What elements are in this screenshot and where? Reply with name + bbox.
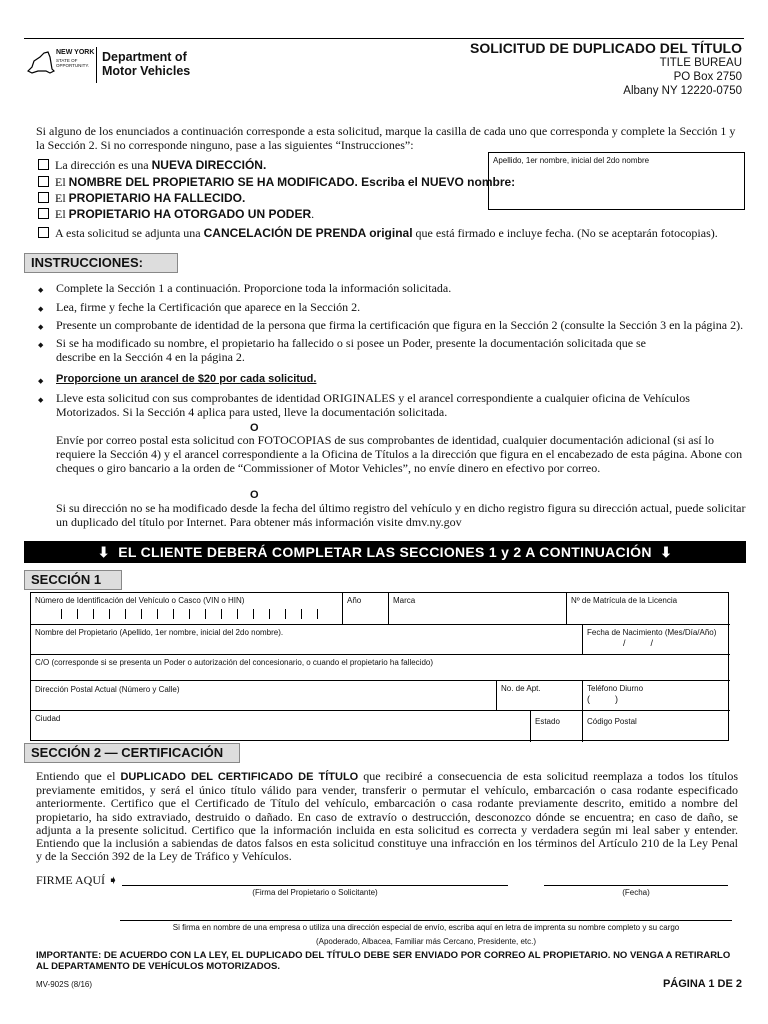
checkbox-box[interactable] xyxy=(38,227,49,238)
instruction-item: ◆ Si se ha modificado su nombre, el propietario ha fallecido o si posee un Poder, presente la documentación solicitada que se describe en la Sección 4 en la página 2. xyxy=(38,336,647,364)
vin-field[interactable]: Número de Identificación del Vehículo o Casco (VIN o HIN) xyxy=(31,593,343,625)
dmv-logo xyxy=(26,47,196,87)
header-block xyxy=(470,40,742,98)
important-notice: IMPORTANTE: DE ACUERDO CON LA LEY, EL DUPLICADO DEL TÍTULO DEBE SER ENVIADO POR CORREO AL PROPIETARIO. NO VENGA A RETIRARLO AL DEPARTAMENTO DE VEHÍCULOS MOTORIZADOS. xyxy=(36,950,731,972)
zip-field[interactable]: Código Postal xyxy=(587,717,637,726)
ny-state-outline-icon xyxy=(26,49,56,77)
intro-text: Si alguno de los enunciados a continuación corresponde a esta solicitud, marque la casilla de cada uno que corresponda y complete la Sección 1 y la Sección 2. Si no corresponde ninguno, pase a las siguientes “Instrucciones”: xyxy=(36,124,736,152)
checkbox-box[interactable] xyxy=(38,176,49,187)
dob-field[interactable]: Fecha de Nacimiento (Mes/Día/Año) / / xyxy=(583,625,730,655)
logo-sub: STATE OF OPPORTUNITY. xyxy=(56,58,90,68)
phone-field[interactable]: Teléfono Diurno ( ) xyxy=(583,681,730,711)
checkbox-new-address[interactable]: La dirección es una NUEVA DIRECCIÓN. xyxy=(38,158,266,173)
form-title: SOLICITUD DE DUPLICADO DEL TÍTULO xyxy=(470,40,742,56)
arrow-down-icon: ⬇ xyxy=(97,544,110,560)
instruction-item: ◆ Presente un comprobante de identidad de la persona que firma la certificación que figura en la Sección 2 (consulte la Sección 3 en la página 2). xyxy=(38,318,744,332)
or-label: O xyxy=(250,422,259,434)
internet-instruction: Si su dirección no se ha modificado desde la fecha del último registro del vehículo y en dicho registro figura su dirección actual, puede solicitar un duplicado del título por Internet. Para obtener más información visite dmv.ny.gov xyxy=(56,501,746,529)
logo-state: NEW YORK xyxy=(56,49,95,56)
pointer-arrow-icon: ➧ xyxy=(108,873,119,887)
city: Albany NY 12220-0750 xyxy=(623,85,742,97)
date-line[interactable] xyxy=(544,885,728,886)
form-number: MV-902S (8/16) xyxy=(36,980,93,989)
logo-divider xyxy=(96,47,97,83)
date-label: (Fecha) xyxy=(622,888,650,897)
page-number: PÁGINA 1 DE 2 xyxy=(662,978,742,990)
city-field[interactable]: Ciudad xyxy=(31,711,531,742)
state-field[interactable]: Estado xyxy=(531,711,583,742)
logo-dept: Department of Motor Vehicles xyxy=(102,50,191,78)
year-field[interactable]: Año xyxy=(343,593,389,625)
section2-heading: SECCIÓN 2 — CERTIFICACIÓN xyxy=(24,743,240,763)
company-name-line[interactable] xyxy=(120,920,732,921)
checkbox-name-changed[interactable]: El NOMBRE DEL PROPIETARIO SE HA MODIFICADO. Escriba el NUEVO nombre: xyxy=(38,175,515,190)
company-note: Si firma en nombre de una empresa o utiliza una dirección especial de envío, escriba aquí en letra de imprenta su nombre completo y su cargo xyxy=(172,923,680,932)
checkbox-box[interactable] xyxy=(38,208,49,219)
pobox: PO Box 2750 xyxy=(673,71,742,83)
mail-instruction: Envíe por correo postal esta solicitud con FOTOCOPIAS de sus comprobantes de identidad, cualquier documentación adicional (si así lo requiere la Sección 4) y el arancel correspondiente a la Oficina de Títulos a la dirección que figura en el encabezado de esta página. Abone con cheques o giro bancario a la orden de “Commissioner of Motor Vehicles”, no envíe dinero en efectivo por correo. xyxy=(56,433,743,475)
owner-name-field[interactable]: Nombre del Propietario (Apellido, 1er nombre, inicial del 2do nombre). xyxy=(31,625,583,655)
instruction-item-fee: ◆ Proporcione un arancel de $20 por cada solicitud. xyxy=(38,373,317,385)
checkbox-power-of-attorney[interactable]: El PROPIETARIO HA OTORGADO UN PODER. xyxy=(38,207,314,222)
signature-line[interactable] xyxy=(122,885,508,886)
instructions-heading: INSTRUCCIONES: xyxy=(24,253,178,273)
apt-field[interactable]: No. de Apt. xyxy=(497,681,583,711)
certification-text: Entiendo que el DUPLICADO DEL CERTIFICADO DE TÍTULO que recibiré a consecuencia de esta solicitud reemplaza a todos los títulos previamente emitidos, y será el único título válido para vender, transferir o permutar el vehículo, embarcación o casa rodante especificado anteriormente. Certifico que el Certificado de Título del vehículo, embarcación o casa rodante previamente descrito, emitido a nombre del propietario, ha sido extraviado, destruido o dañado. En caso de extravío o destrucción, desconozco dónde se encuentra; en caso de daño, se adjunta a la presente solicitud. Certifico que la información incluida en esta solicitud es correcta y verdadera según mi leal saber y entender. Entiendo que la inclusión a sabiendas de datos falsos en esta solicitud constituye una infracción en los términos del Artículo 210 de la Ley Penal y de la Sección 392 de la Ley de Tráfico y Vehículos. xyxy=(36,769,739,864)
bureau: TITLE BUREAU xyxy=(659,57,742,69)
instruction-item: ◆ Lea, firme y feche la Certificación que aparece en la Sección 2. xyxy=(38,300,361,314)
section-banner: ⬇ EL CLIENTE DEBERÁ COMPLETAR LAS SECCIONES 1 y 2 A CONTINUACIÓN ⬇ xyxy=(24,541,746,563)
checkbox-box[interactable] xyxy=(38,159,49,170)
license-plate-field[interactable]: Nº de Matrícula de la Licencia xyxy=(567,593,730,625)
care-of-field[interactable]: C/O (corresponde si se presenta un Poder o autorización del concesionario, o cuando el propietario ha fallecido) xyxy=(31,655,730,681)
checkbox-box[interactable] xyxy=(38,192,49,203)
checkbox-lien-release[interactable]: A esta solicitud se adjunta una CANCELACIÓN DE PRENDA original que está firmado e incluye fecha. (No se aceptarán fotocopias). xyxy=(38,226,718,241)
arrow-down-icon: ⬇ xyxy=(660,544,673,560)
signature-label: (Firma del Propietario o Solicitante) xyxy=(252,888,378,897)
section1-heading: SECCIÓN 1 xyxy=(24,570,122,590)
checkbox-owner-deceased[interactable]: El PROPIETARIO HA FALLECIDO. xyxy=(38,191,245,206)
address-field[interactable]: Dirección Postal Actual (Número y Calle) xyxy=(31,681,497,711)
company-examples: (Apoderado, Albacea, Familiar más Cercano, Presidente, etc.) xyxy=(315,937,537,946)
new-name-field[interactable]: Apellido, 1er nombre, inicial del 2do nombre xyxy=(488,152,745,210)
or-label: O xyxy=(250,489,259,501)
instruction-item: ◆ Lleve esta solicitud con sus comprobantes de identidad ORIGINALES y el arancel correspondiente a cualquier oficina de Vehículos Motorizados. Si la Sección 4 aplica para usted, lleve la documentación solicitada. xyxy=(38,391,690,419)
top-rule xyxy=(24,38,744,39)
instruction-item: ◆ Complete la Sección 1 a continuación. Proporcione toda la información solicitada. xyxy=(38,281,452,295)
section1-form xyxy=(30,592,729,741)
make-field[interactable]: Marca xyxy=(389,593,567,625)
sign-here-label: FIRME AQUÍ ➧ xyxy=(36,873,119,887)
